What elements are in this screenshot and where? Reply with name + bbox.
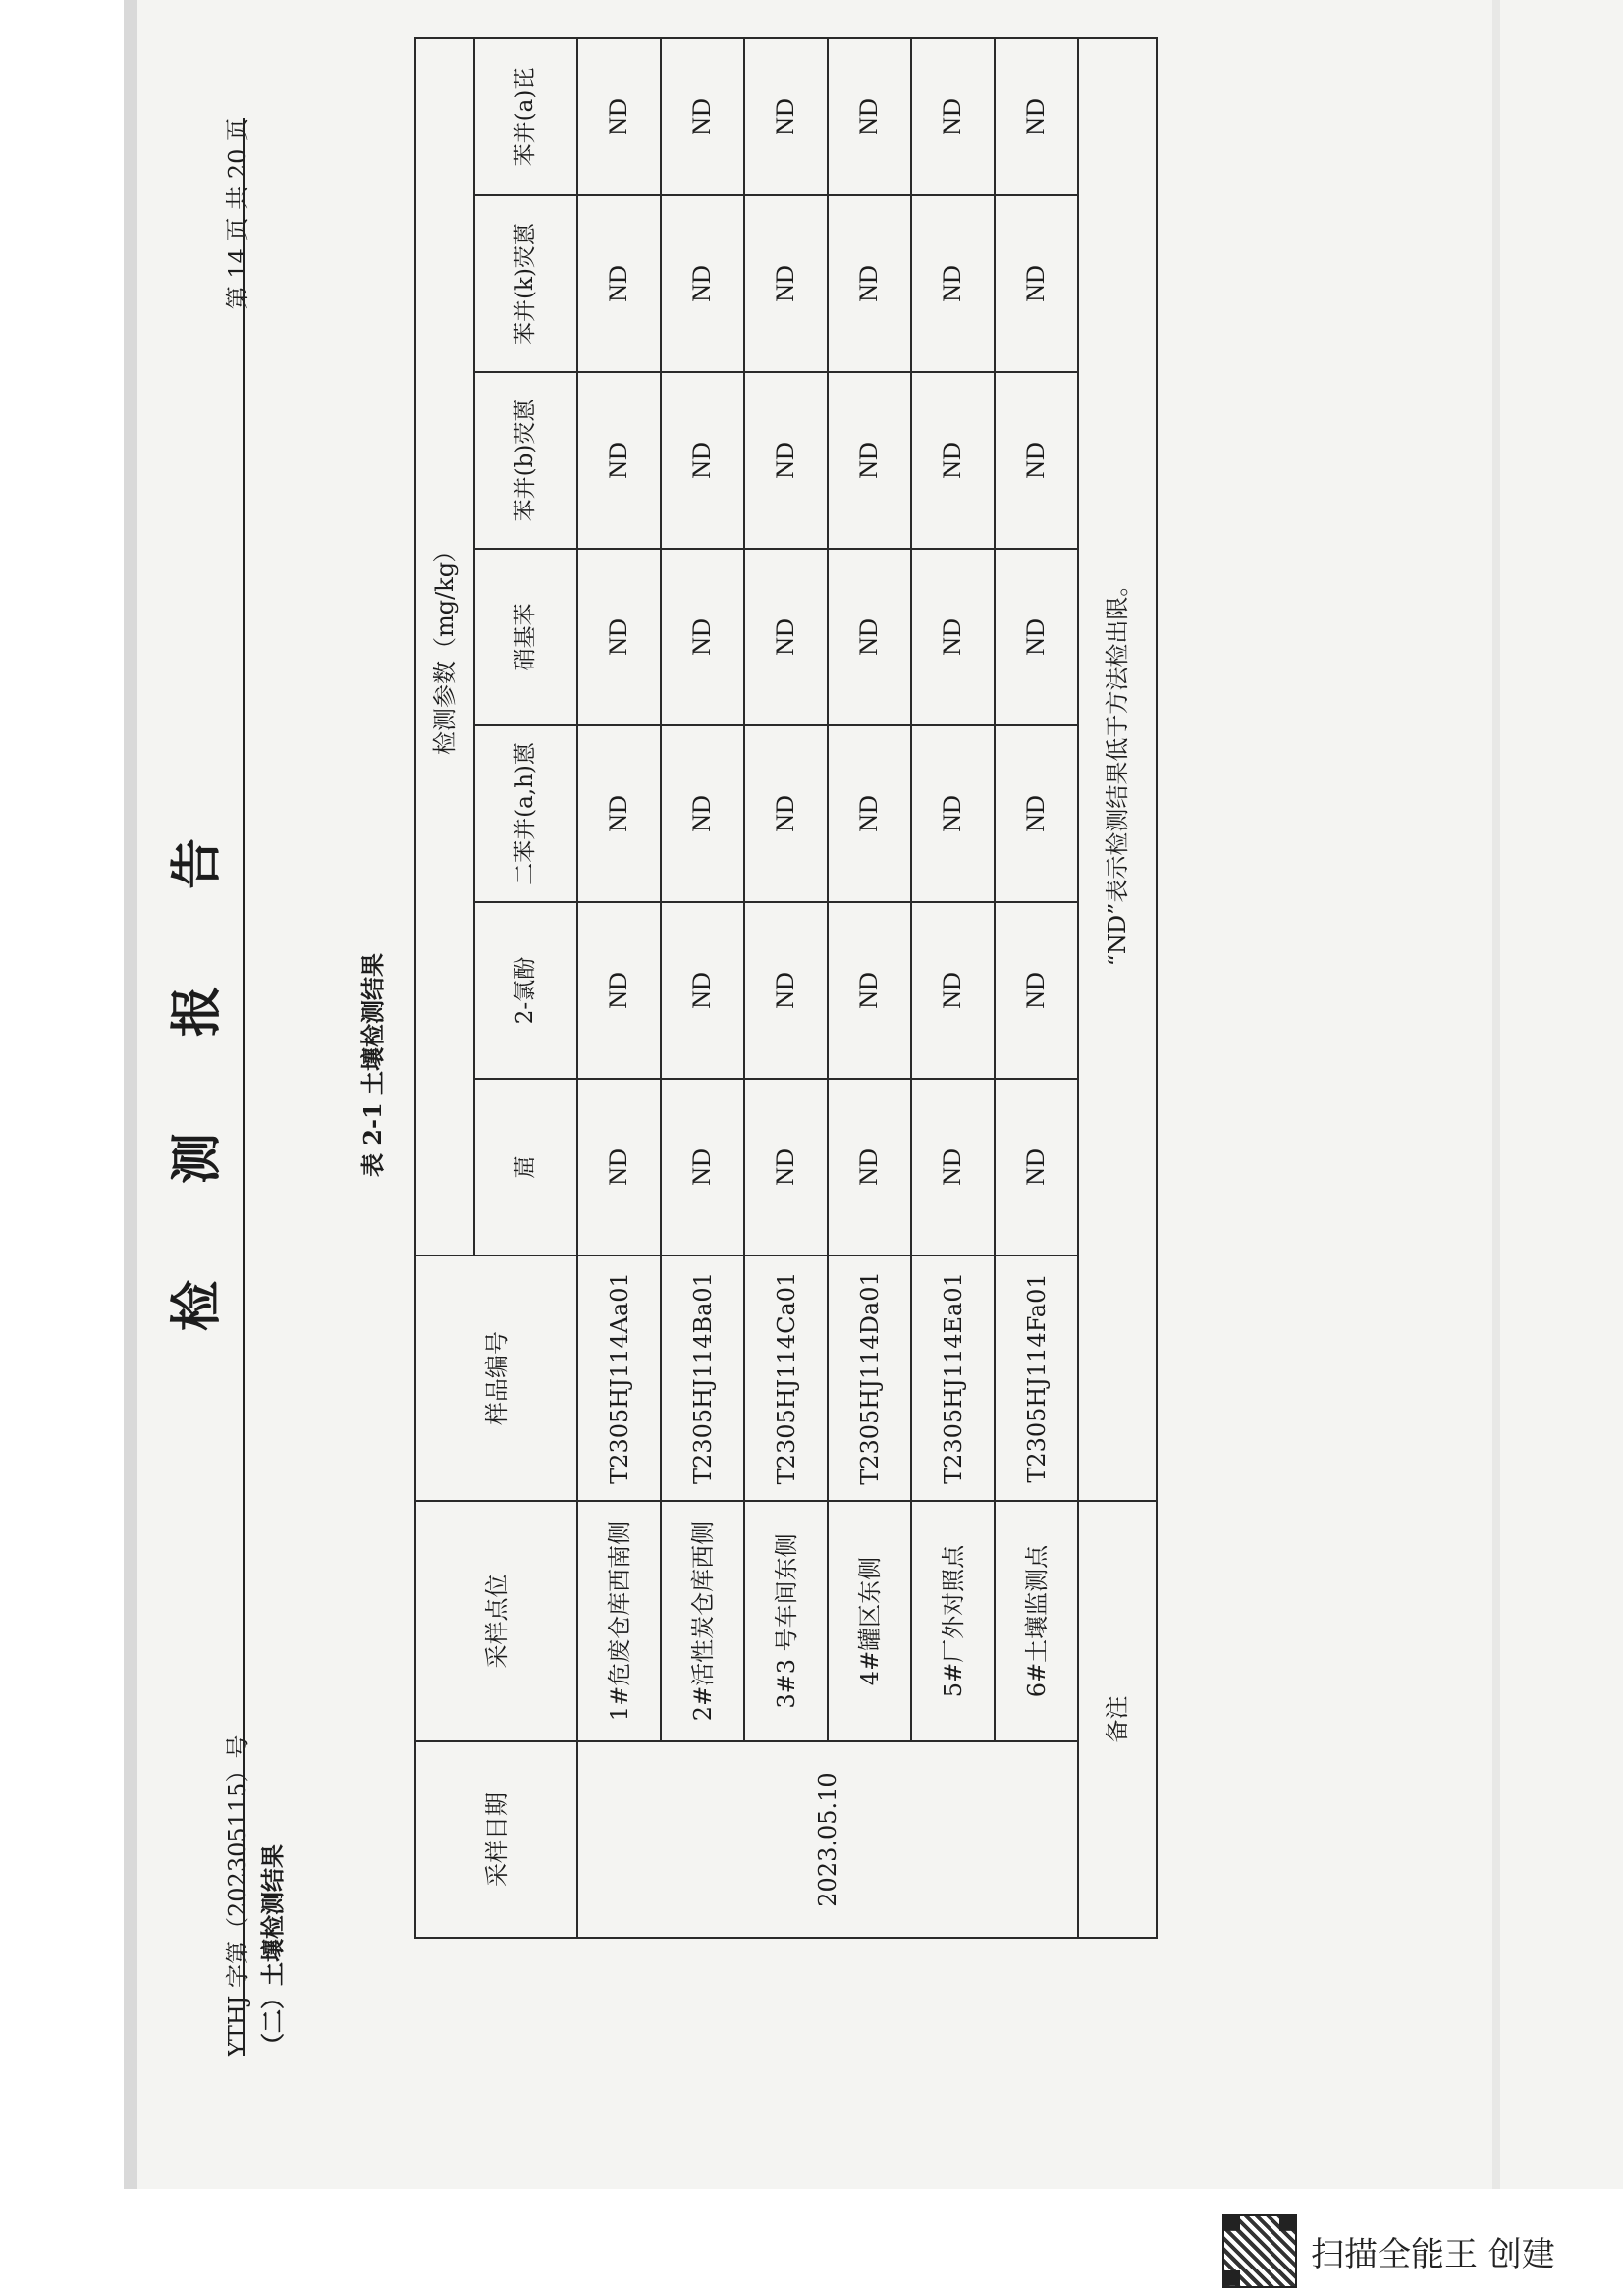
param-header: 2-氯酚 xyxy=(474,902,577,1079)
result-cell: ND xyxy=(911,38,995,195)
result-cell: ND xyxy=(577,372,661,549)
result-cell: ND xyxy=(744,38,828,195)
result-cell: ND xyxy=(577,195,661,372)
result-cell: ND xyxy=(828,38,911,195)
scan-edge-strip xyxy=(124,0,137,2189)
result-cell: ND xyxy=(828,1079,911,1255)
result-cell: ND xyxy=(744,902,828,1079)
table-row xyxy=(661,38,744,1938)
table-row xyxy=(911,38,995,1938)
result-cell: ND xyxy=(661,1079,744,1255)
result-cell: ND xyxy=(995,725,1078,902)
table-caption: 表 2-1 土壤检测结果 xyxy=(358,952,387,1178)
watermark-text: 扫描全能王 创建 xyxy=(1311,2234,1555,2274)
result-cell: ND xyxy=(577,902,661,1079)
table-row xyxy=(577,38,661,1938)
param-header: 苯并(b)荧蒽 xyxy=(474,372,577,549)
table-row xyxy=(828,38,911,1938)
result-cell: ND xyxy=(995,1079,1078,1255)
rotated-report-page xyxy=(157,34,1502,2096)
sample-location: 3#3 号车间东侧 xyxy=(744,1501,828,1741)
sample-location: 2#活性炭仓库西侧 xyxy=(661,1501,744,1741)
header-sample-location: 采样点位 xyxy=(415,1501,577,1741)
result-cell: ND xyxy=(577,1079,661,1255)
sample-id: T2305HJ114Ea01 xyxy=(911,1255,995,1501)
page-counter: 第 14 页 共 20 页 xyxy=(224,118,251,310)
sample-location: 1#危废仓库西南侧 xyxy=(577,1501,661,1741)
sample-id: T2305HJ114Da01 xyxy=(828,1255,911,1501)
table-row xyxy=(744,38,828,1938)
result-cell: ND xyxy=(577,549,661,725)
result-cell: ND xyxy=(577,725,661,902)
sample-id: T2305HJ114Fa01 xyxy=(995,1255,1078,1501)
result-cell: ND xyxy=(744,725,828,902)
result-cell: ND xyxy=(661,725,744,902)
result-cell: ND xyxy=(744,549,828,725)
result-cell: ND xyxy=(828,372,911,549)
result-cell: ND xyxy=(911,549,995,725)
remark-label: 备注 xyxy=(1078,1501,1157,1938)
result-cell: ND xyxy=(911,372,995,549)
result-cell: ND xyxy=(828,549,911,725)
header-sample-id: 样品编号 xyxy=(415,1255,577,1501)
result-cell: ND xyxy=(661,38,744,195)
scan-margin-left xyxy=(0,0,130,2296)
result-cell: ND xyxy=(828,725,911,902)
result-cell: ND xyxy=(744,372,828,549)
result-cell: ND xyxy=(995,372,1078,549)
soil-results-table xyxy=(414,37,1158,1939)
result-cell: ND xyxy=(911,902,995,1079)
remark-row xyxy=(1078,38,1157,1938)
qr-code-icon xyxy=(1222,2214,1297,2288)
result-cell: ND xyxy=(661,372,744,549)
result-cell: ND xyxy=(911,1079,995,1255)
result-cell: ND xyxy=(995,195,1078,372)
scanner-watermark xyxy=(1222,2214,1555,2288)
header-sample-date: 采样日期 xyxy=(415,1741,577,1938)
result-cell: ND xyxy=(995,549,1078,725)
sample-date: 2023.05.10 xyxy=(577,1741,1078,1938)
header-rule xyxy=(243,118,245,2056)
param-header: 苯并(a)芘 xyxy=(474,38,577,195)
section-title: （二）土壤检测结果 xyxy=(258,1844,287,2056)
sample-id: T2305HJ114Ba01 xyxy=(661,1255,744,1501)
sample-id: T2305HJ114Aa01 xyxy=(577,1255,661,1501)
result-cell: ND xyxy=(661,902,744,1079)
param-header: 䓛 xyxy=(474,1079,577,1255)
remark-text: “ND”表示检测结果低于方法检出限。 xyxy=(1078,38,1157,1501)
result-cell: ND xyxy=(577,38,661,195)
sample-id: T2305HJ114Ca01 xyxy=(744,1255,828,1501)
report-title: 检 测 报 告 xyxy=(167,798,227,1332)
param-header: 硝基苯 xyxy=(474,549,577,725)
sample-location: 4#罐区东侧 xyxy=(828,1501,911,1741)
document-number: YTHJ 字第（202305115）号 xyxy=(224,1735,251,2056)
result-cell: ND xyxy=(828,902,911,1079)
result-cell: ND xyxy=(911,725,995,902)
result-cell: ND xyxy=(828,195,911,372)
result-cell: ND xyxy=(995,38,1078,195)
result-cell: ND xyxy=(661,195,744,372)
header-test-parameters: 检测参数（mg/kg） xyxy=(415,38,474,1255)
param-header: 二苯并(a,h)蒽 xyxy=(474,725,577,902)
result-cell: ND xyxy=(744,1079,828,1255)
table-row xyxy=(995,38,1078,1938)
sample-location: 6#土壤监测点 xyxy=(995,1501,1078,1741)
sample-location: 5#厂外对照点 xyxy=(911,1501,995,1741)
result-cell: ND xyxy=(995,902,1078,1079)
result-cell: ND xyxy=(661,549,744,725)
result-cell: ND xyxy=(911,195,995,372)
result-cell: ND xyxy=(744,195,828,372)
param-header: 苯并(k)荧蒽 xyxy=(474,195,577,372)
